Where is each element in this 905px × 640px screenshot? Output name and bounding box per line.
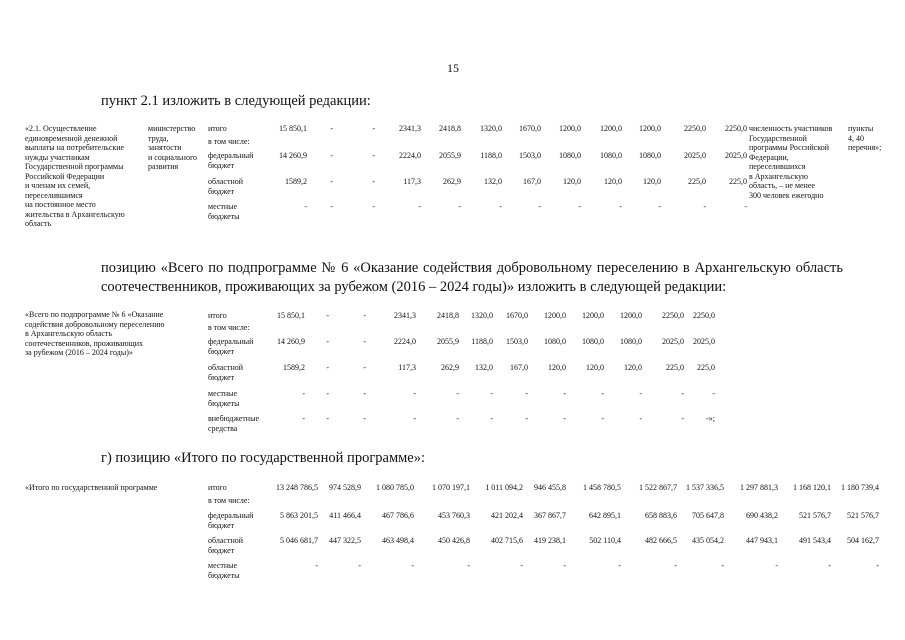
table-cell: 2055,9 bbox=[439, 151, 461, 160]
table-cell: - bbox=[363, 363, 366, 372]
table-cell: 1 297 881,3 bbox=[740, 483, 778, 492]
table-cell: 1080,0 bbox=[639, 151, 661, 160]
table-cell: 1080,0 bbox=[582, 337, 604, 346]
table-cell: 419 238,1 bbox=[534, 536, 566, 545]
table-cell: - bbox=[467, 561, 470, 570]
row-label: федеральный бюджет bbox=[208, 337, 254, 356]
table-cell: - bbox=[639, 414, 642, 423]
table-cell: 690 438,2 bbox=[746, 511, 778, 520]
table-cell: - bbox=[372, 124, 375, 133]
table-cell: 120,0 bbox=[563, 177, 581, 186]
table-cell: - bbox=[326, 337, 329, 346]
table-cell: - bbox=[330, 124, 333, 133]
table-cell: 1080,0 bbox=[559, 151, 581, 160]
table-cell: 2341,3 bbox=[394, 311, 416, 320]
table-cell: - bbox=[538, 202, 541, 211]
table-cell: 491 543,4 bbox=[799, 536, 831, 545]
table-cell: 467 786,6 bbox=[382, 511, 414, 520]
table-cell: - bbox=[681, 389, 684, 398]
row-label: федеральный бюджет bbox=[208, 151, 254, 170]
table-cell: 402 715,6 bbox=[491, 536, 523, 545]
table-cell: - bbox=[302, 414, 305, 423]
table-cell: - bbox=[326, 311, 329, 320]
table-cell: 2250,0 bbox=[684, 124, 706, 133]
table-cell: - bbox=[304, 202, 307, 211]
table-cell: -»; bbox=[706, 414, 715, 423]
table-cell: 1080,0 bbox=[544, 337, 566, 346]
table-cell: 1080,0 bbox=[600, 151, 622, 160]
table-cell: 132,0 bbox=[484, 177, 502, 186]
table-cell: - bbox=[703, 202, 706, 211]
table-cell: 705 647,8 bbox=[692, 511, 724, 520]
table-cell: - bbox=[363, 389, 366, 398]
table-cell: - bbox=[330, 151, 333, 160]
row-label: в том числе: bbox=[208, 496, 250, 505]
table-cell: 447 322,5 bbox=[329, 536, 361, 545]
table-cell: - bbox=[302, 389, 305, 398]
table-cell: - bbox=[639, 389, 642, 398]
table-cell: 521 576,7 bbox=[799, 511, 831, 520]
table-cell: 117,3 bbox=[398, 363, 416, 372]
table-cell: 1589,2 bbox=[285, 177, 307, 186]
table-cell: 15 850,1 bbox=[279, 124, 307, 133]
table-cell: - bbox=[619, 202, 622, 211]
table-cell: 1200,0 bbox=[639, 124, 661, 133]
row-label: федеральный бюджет bbox=[208, 511, 254, 530]
table-cell: 463 498,4 bbox=[382, 536, 414, 545]
table-cell: 447 943,1 bbox=[746, 536, 778, 545]
table-cell: 435 054,2 bbox=[692, 536, 724, 545]
section2-item-name: «Всего по подпрограмме № 6 «Оказание содействия добровольному переселению в Архангельскую область соотечественников, проживающих за рубежом (2016 – 2024 годы)» bbox=[25, 310, 165, 357]
table-cell: - bbox=[674, 561, 677, 570]
table-cell: 1670,0 bbox=[506, 311, 528, 320]
table-cell: - bbox=[525, 389, 528, 398]
row-label: областной бюджет bbox=[208, 177, 244, 196]
table-cell: 1 168 120,1 bbox=[793, 483, 831, 492]
table-cell: 1 180 739,4 bbox=[841, 483, 879, 492]
table-cell: 1200,0 bbox=[582, 311, 604, 320]
table-cell: - bbox=[372, 202, 375, 211]
table-cell: 2250,0 bbox=[725, 124, 747, 133]
table-cell: - bbox=[326, 414, 329, 423]
row-label: в том числе: bbox=[208, 137, 250, 146]
table-cell: 658 883,6 bbox=[645, 511, 677, 520]
table-cell: 450 426,8 bbox=[438, 536, 470, 545]
table-cell: 120,0 bbox=[586, 363, 604, 372]
table-cell: 1 080 785,0 bbox=[376, 483, 414, 492]
table-cell: - bbox=[330, 202, 333, 211]
row-label: итого bbox=[208, 483, 227, 492]
table-cell: 13 248 786,5 bbox=[276, 483, 318, 492]
table-cell: 1670,0 bbox=[519, 124, 541, 133]
table-cell: 5 046 681,7 bbox=[280, 536, 318, 545]
table-cell: 5 863 201,5 bbox=[280, 511, 318, 520]
table-cell: - bbox=[876, 561, 879, 570]
table-cell: 1200,0 bbox=[600, 124, 622, 133]
table-cell: 1188,0 bbox=[471, 337, 493, 346]
row-label: местные бюджеты bbox=[208, 389, 240, 408]
table-cell: 2025,0 bbox=[725, 151, 747, 160]
table-cell: 1188,0 bbox=[480, 151, 502, 160]
page-number: 15 bbox=[447, 61, 459, 75]
table-cell: 2224,0 bbox=[394, 337, 416, 346]
table-cell: 1 522 867,7 bbox=[639, 483, 677, 492]
table-cell: 2025,0 bbox=[693, 337, 715, 346]
section1-points: пункты 4, 40 перечня»; bbox=[848, 124, 882, 152]
table-cell: - bbox=[658, 202, 661, 211]
table-cell: - bbox=[456, 414, 459, 423]
table-cell: 1 537 336,5 bbox=[686, 483, 724, 492]
table-cell: - bbox=[499, 202, 502, 211]
table-cell: - bbox=[601, 414, 604, 423]
table-cell: - bbox=[563, 389, 566, 398]
table-cell: 411 466,4 bbox=[329, 511, 361, 520]
section3-item-name: «Итого по государственной программе bbox=[25, 483, 158, 492]
table-cell: 225,0 bbox=[666, 363, 684, 372]
table-cell: - bbox=[775, 561, 778, 570]
table-cell: 225,0 bbox=[697, 363, 715, 372]
table-cell: 262,9 bbox=[443, 177, 461, 186]
table-cell: 1320,0 bbox=[471, 311, 493, 320]
row-label: в том числе: bbox=[208, 323, 250, 332]
table-cell: 167,0 bbox=[523, 177, 541, 186]
table-cell: 120,0 bbox=[604, 177, 622, 186]
section1-executor: министерство труда, занятости и социального развития bbox=[148, 124, 198, 171]
table-cell: 521 576,7 bbox=[847, 511, 879, 520]
section2-instruction: позицию «Всего по подпрограмме № 6 «Оказание содействия добровольному переселению в Архангельскую область соотечественников, проживающих за рубежом (2016 – 2024 годы)» изложить в следующей редакции: bbox=[101, 260, 843, 295]
table-cell: - bbox=[578, 202, 581, 211]
table-cell: - bbox=[601, 389, 604, 398]
row-label: итого bbox=[208, 311, 227, 320]
table-cell: - bbox=[363, 414, 366, 423]
table-cell: 1 011 094,2 bbox=[485, 483, 523, 492]
table-cell: 2025,0 bbox=[684, 151, 706, 160]
table-cell: 642 895,1 bbox=[589, 511, 621, 520]
table-cell: - bbox=[418, 202, 421, 211]
table-cell: - bbox=[363, 337, 366, 346]
table-cell: 132,0 bbox=[475, 363, 493, 372]
row-label: местные бюджеты bbox=[208, 202, 240, 221]
table-cell: - bbox=[456, 389, 459, 398]
table-cell: - bbox=[744, 202, 747, 211]
table-cell: 2250,0 bbox=[662, 311, 684, 320]
table-cell: - bbox=[413, 389, 416, 398]
table-cell: - bbox=[712, 389, 715, 398]
table-cell: - bbox=[372, 177, 375, 186]
section1-indicator: численность участников Государственной программы Российской Федерации, переселившихся в Архангельскую область, – не менее 300 человек ежегодно bbox=[749, 124, 833, 200]
table-cell: 15 850,1 bbox=[277, 311, 305, 320]
table-cell: 120,0 bbox=[643, 177, 661, 186]
table-cell: 502 110,4 bbox=[589, 536, 621, 545]
row-label: итого bbox=[208, 124, 227, 133]
row-label: областной бюджет bbox=[208, 536, 244, 555]
table-cell: 1589,2 bbox=[283, 363, 305, 372]
section3-instruction: г) позицию «Итого по государственной программе»: bbox=[101, 450, 426, 466]
table-cell: 2341,3 bbox=[399, 124, 421, 133]
row-label: областной бюджет bbox=[208, 363, 244, 382]
table-cell: - bbox=[520, 561, 523, 570]
table-cell: - bbox=[372, 151, 375, 160]
table-cell: - bbox=[490, 414, 493, 423]
table-cell: 120,0 bbox=[548, 363, 566, 372]
table-cell: - bbox=[326, 389, 329, 398]
table-cell: - bbox=[828, 561, 831, 570]
table-cell: 1320,0 bbox=[480, 124, 502, 133]
table-cell: 14 260,9 bbox=[277, 337, 305, 346]
table-cell: 120,0 bbox=[624, 363, 642, 372]
table-cell: - bbox=[330, 177, 333, 186]
table-cell: 2055,9 bbox=[437, 337, 459, 346]
table-cell: 1503,0 bbox=[519, 151, 541, 160]
table-cell: 2418,8 bbox=[437, 311, 459, 320]
table-cell: 2250,0 bbox=[693, 311, 715, 320]
table-cell: 421 202,4 bbox=[491, 511, 523, 520]
table-cell: 2025,0 bbox=[662, 337, 684, 346]
table-cell: 14 260,9 bbox=[279, 151, 307, 160]
table-cell: 1200,0 bbox=[544, 311, 566, 320]
table-cell: 453 760,3 bbox=[438, 511, 470, 520]
section1-instruction: пункт 2.1 изложить в следующей редакции: bbox=[101, 93, 371, 109]
row-label: местные бюджеты bbox=[208, 561, 240, 580]
table-cell: 974 528,9 bbox=[329, 483, 361, 492]
row-label: внебюджетные средства bbox=[208, 414, 259, 433]
table-cell: - bbox=[525, 414, 528, 423]
table-cell: 1 458 780,5 bbox=[583, 483, 621, 492]
table-cell: 1200,0 bbox=[559, 124, 581, 133]
table-cell: - bbox=[358, 561, 361, 570]
table-cell: 225,0 bbox=[729, 177, 747, 186]
table-cell: 367 867,7 bbox=[534, 511, 566, 520]
table-cell: - bbox=[411, 561, 414, 570]
table-cell: 2418,8 bbox=[439, 124, 461, 133]
table-cell: 225,0 bbox=[688, 177, 706, 186]
table-cell: - bbox=[681, 414, 684, 423]
table-cell: - bbox=[413, 414, 416, 423]
table-cell: - bbox=[490, 389, 493, 398]
table-cell: - bbox=[363, 311, 366, 320]
table-cell: 1 070 197,1 bbox=[432, 483, 470, 492]
table-cell: - bbox=[563, 561, 566, 570]
table-cell: - bbox=[721, 561, 724, 570]
section1-item-name: «2.1. Осуществление единовременной денежной выплаты на потребительские нужды участникам Государственной программы Российской Федерации и членам их семей, переселившимся на постоянное место жительства в Архангельскую область bbox=[25, 124, 125, 228]
table-cell: 1503,0 bbox=[506, 337, 528, 346]
table-cell: - bbox=[458, 202, 461, 211]
table-cell: 946 455,8 bbox=[534, 483, 566, 492]
table-cell: 1200,0 bbox=[620, 311, 642, 320]
table-cell: 1080,0 bbox=[620, 337, 642, 346]
table-cell: - bbox=[563, 414, 566, 423]
table-cell: 167,0 bbox=[510, 363, 528, 372]
table-cell: 504 162,7 bbox=[847, 536, 879, 545]
table-cell: 482 666,5 bbox=[645, 536, 677, 545]
table-cell: - bbox=[315, 561, 318, 570]
table-cell: 2224,0 bbox=[399, 151, 421, 160]
table-cell: 117,3 bbox=[403, 177, 421, 186]
table-cell: 262,9 bbox=[441, 363, 459, 372]
table-cell: - bbox=[326, 363, 329, 372]
table-cell: - bbox=[618, 561, 621, 570]
